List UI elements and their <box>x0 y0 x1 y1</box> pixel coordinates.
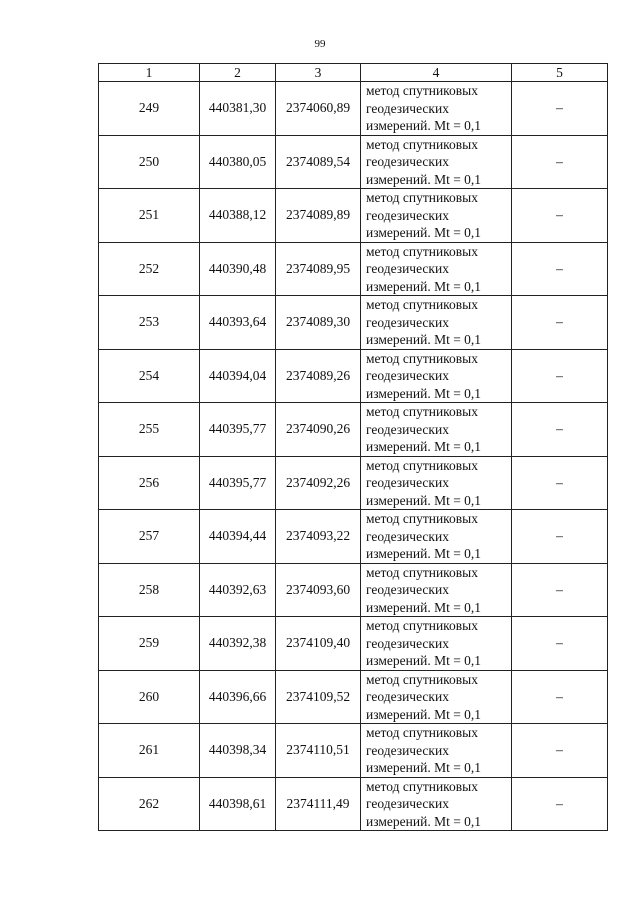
method-line: геодезических <box>366 742 449 758</box>
method-line: геодезических <box>366 796 449 811</box>
coordinate-y-cell: 2374111,49 <box>276 777 361 831</box>
method-line: геодезических <box>366 154 449 169</box>
method-line: геодезических <box>366 207 449 223</box>
method-line: геодезических <box>366 582 449 597</box>
method-line: измерений. Mt = 0,1 <box>366 118 482 133</box>
method-line: метод спутниковых <box>366 564 478 580</box>
method-line: геодезических <box>366 368 449 383</box>
method-cell <box>361 777 512 831</box>
method-line: метод спутниковых <box>366 671 478 687</box>
method-line: измерений. Mt = 0,1 <box>366 760 482 775</box>
note-cell: – <box>512 617 608 671</box>
method-line: метод спутниковых <box>366 778 478 794</box>
column-header-3: 3 <box>276 64 361 82</box>
method-cell <box>361 349 512 403</box>
table-row <box>99 510 608 564</box>
method-line: метод спутниковых <box>366 457 478 473</box>
method-line: геодезических <box>366 261 449 276</box>
method-cell <box>361 563 512 617</box>
table-row <box>99 135 608 189</box>
method-line: измерений. Mt = 0,1 <box>366 171 482 187</box>
method-line: метод спутниковых <box>366 297 478 312</box>
method-cell <box>361 189 512 243</box>
note-cell: – <box>512 670 608 724</box>
method-line: измерений. Mt = 0,1 <box>366 439 482 454</box>
coordinate-x-cell: 440394,44 <box>200 510 276 564</box>
method-line: геодезических <box>366 475 449 490</box>
column-header-2: 2 <box>200 64 276 82</box>
method-cell <box>361 724 512 778</box>
coordinate-y-cell: 2374109,40 <box>276 617 361 671</box>
coordinate-y-cell: 2374089,95 <box>276 242 361 296</box>
note-cell: – <box>512 242 608 296</box>
coordinates-table <box>98 63 608 831</box>
table-row <box>99 349 608 403</box>
coordinate-x-cell: 440381,30 <box>200 82 276 136</box>
table-row <box>99 777 608 831</box>
point-number-cell: 250 <box>99 135 200 189</box>
coordinate-y-cell: 2374089,26 <box>276 349 361 403</box>
method-line: геодезических <box>366 528 449 544</box>
coordinate-y-cell: 2374060,89 <box>276 82 361 136</box>
page-number: 99 <box>314 38 326 50</box>
coordinate-x-cell: 440392,38 <box>200 617 276 671</box>
note-cell: – <box>512 563 608 617</box>
method-line: метод спутниковых <box>366 404 478 419</box>
method-line: метод спутниковых <box>366 190 478 205</box>
table-row <box>99 724 608 778</box>
method-line: измерений. Mt = 0,1 <box>366 278 482 294</box>
method-line: измерений. Mt = 0,1 <box>366 225 482 240</box>
coordinate-y-cell: 2374092,26 <box>276 456 361 510</box>
point-number-cell: 258 <box>99 563 200 617</box>
method-line: измерений. Mt = 0,1 <box>366 332 482 347</box>
method-line: геодезических <box>366 314 449 330</box>
method-cell <box>361 82 512 136</box>
method-cell <box>361 670 512 724</box>
coordinate-y-cell: 2374093,60 <box>276 563 361 617</box>
coordinate-y-cell: 2374110,51 <box>276 724 361 778</box>
coordinate-x-cell: 440392,63 <box>200 563 276 617</box>
note-cell: – <box>512 82 608 136</box>
coordinate-x-cell: 440390,48 <box>200 242 276 296</box>
coordinate-x-cell: 440395,77 <box>200 403 276 457</box>
coordinate-x-cell: 440398,34 <box>200 724 276 778</box>
method-line: геодезических <box>366 421 449 437</box>
method-line: измерений. Mt = 0,1 <box>366 653 482 668</box>
method-line: измерений. Mt = 0,1 <box>366 599 482 615</box>
note-cell: – <box>512 135 608 189</box>
method-cell <box>361 242 512 296</box>
method-line: измерений. Mt = 0,1 <box>366 813 482 829</box>
point-number-cell: 261 <box>99 724 200 778</box>
note-cell: – <box>512 777 608 831</box>
note-cell: – <box>512 456 608 510</box>
method-cell <box>361 510 512 564</box>
coordinate-y-cell: 2374089,30 <box>276 296 361 350</box>
coordinate-x-cell: 440398,61 <box>200 777 276 831</box>
table-body <box>99 82 608 831</box>
table-row <box>99 670 608 724</box>
method-line: метод спутниковых <box>366 243 478 259</box>
column-header-5: 5 <box>512 64 608 82</box>
method-cell <box>361 296 512 350</box>
coordinate-y-cell: 2374093,22 <box>276 510 361 564</box>
point-number-cell: 260 <box>99 670 200 724</box>
point-number-cell: 253 <box>99 296 200 350</box>
method-line: метод спутниковых <box>366 511 478 526</box>
method-line: измерений. Mt = 0,1 <box>366 385 482 401</box>
method-line: геодезических <box>366 635 449 651</box>
method-line: геодезических <box>366 100 449 116</box>
note-cell: – <box>512 349 608 403</box>
note-cell: – <box>512 403 608 457</box>
method-cell <box>361 135 512 189</box>
method-line: измерений. Mt = 0,1 <box>366 492 482 508</box>
coordinate-y-cell: 2374089,89 <box>276 189 361 243</box>
table-row <box>99 617 608 671</box>
method-line: метод спутниковых <box>366 83 478 98</box>
point-number-cell: 256 <box>99 456 200 510</box>
coordinate-y-cell: 2374109,52 <box>276 670 361 724</box>
method-cell <box>361 617 512 671</box>
table-header-row <box>99 64 608 82</box>
point-number-cell: 254 <box>99 349 200 403</box>
point-number-cell: 259 <box>99 617 200 671</box>
point-number-cell: 252 <box>99 242 200 296</box>
coordinate-x-cell: 440396,66 <box>200 670 276 724</box>
table-row <box>99 563 608 617</box>
note-cell: – <box>512 189 608 243</box>
column-header-1: 1 <box>99 64 200 82</box>
method-cell <box>361 403 512 457</box>
point-number-cell: 262 <box>99 777 200 831</box>
point-number-cell: 257 <box>99 510 200 564</box>
coordinate-x-cell: 440394,04 <box>200 349 276 403</box>
method-line: метод спутниковых <box>366 350 478 366</box>
method-line: метод спутниковых <box>366 618 478 633</box>
coordinate-x-cell: 440388,12 <box>200 189 276 243</box>
method-line: геодезических <box>366 689 449 704</box>
table-row <box>99 296 608 350</box>
column-header-4: 4 <box>361 64 512 82</box>
method-cell <box>361 456 512 510</box>
table-row <box>99 82 608 136</box>
note-cell: – <box>512 724 608 778</box>
point-number-cell: 255 <box>99 403 200 457</box>
table-row <box>99 189 608 243</box>
coordinate-y-cell: 2374089,54 <box>276 135 361 189</box>
point-number-cell: 249 <box>99 82 200 136</box>
note-cell: – <box>512 296 608 350</box>
method-line: измерений. Mt = 0,1 <box>366 546 482 561</box>
coordinate-y-cell: 2374090,26 <box>276 403 361 457</box>
coordinate-x-cell: 440395,77 <box>200 456 276 510</box>
note-cell: – <box>512 510 608 564</box>
table-row <box>99 456 608 510</box>
table-row <box>99 403 608 457</box>
coordinate-x-cell: 440393,64 <box>200 296 276 350</box>
table-row <box>99 242 608 296</box>
coordinate-x-cell: 440380,05 <box>200 135 276 189</box>
method-line: измерений. Mt = 0,1 <box>366 706 482 722</box>
method-line: метод спутниковых <box>366 725 478 740</box>
method-line: метод спутниковых <box>366 136 478 152</box>
point-number-cell: 251 <box>99 189 200 243</box>
